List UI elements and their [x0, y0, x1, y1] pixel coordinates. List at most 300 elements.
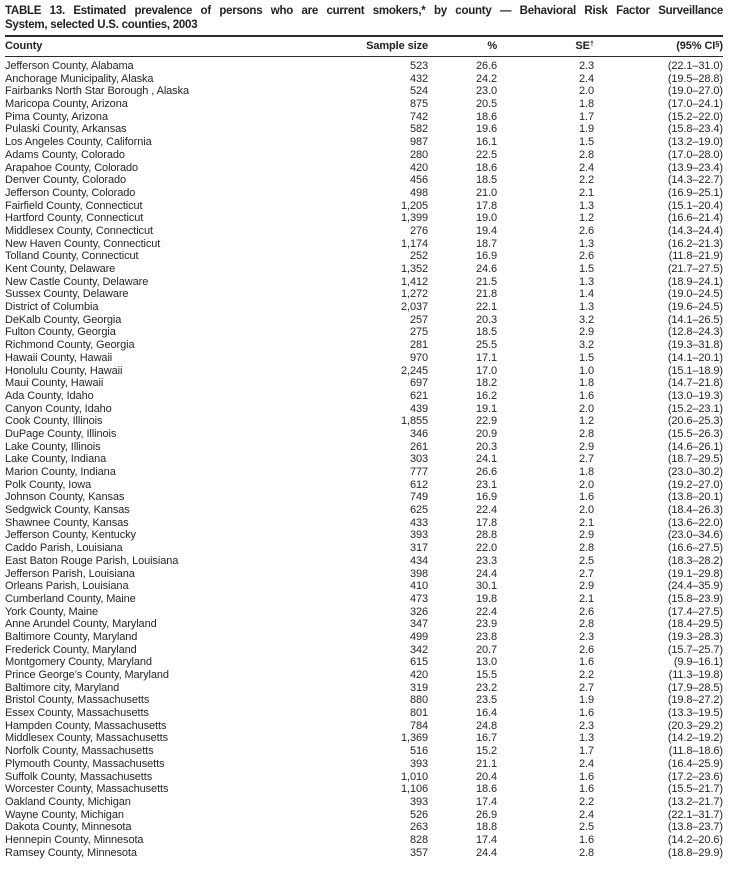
- county-cell: Baltimore city, Maryland: [5, 681, 120, 694]
- ci-cell: (15.2–22.0): [667, 110, 723, 123]
- table-row: [5, 745, 723, 758]
- county-cell: Shawnee County, Kansas: [5, 516, 129, 529]
- ci-cell: (13.0–19.3): [667, 389, 723, 402]
- percent-cell: 26.6: [475, 60, 497, 72]
- table-row: [5, 631, 723, 644]
- table-row: [5, 162, 723, 175]
- sample-size-cell: 261: [409, 440, 428, 453]
- se-cell: 1.3: [579, 237, 594, 250]
- percent-cell: 22.4: [475, 504, 497, 517]
- percent-cell: 22.4: [475, 605, 497, 618]
- sample-size-cell: 1,010: [400, 770, 428, 783]
- table-row: [5, 390, 723, 403]
- ci-cell: (13.3–19.5): [667, 707, 723, 720]
- se-cell: 1.9: [579, 123, 594, 136]
- table-row: [5, 796, 723, 809]
- percent-cell: 25.5: [475, 339, 497, 352]
- sample-size-cell: 621: [409, 389, 428, 402]
- table-row: [5, 517, 723, 530]
- se-cell: 2.8: [579, 427, 594, 440]
- county-cell: Essex County, Massachusetts: [5, 707, 149, 720]
- percent-cell: 23.8: [475, 630, 497, 643]
- se-cell: 1.6: [579, 770, 594, 783]
- se-cell: 2.6: [579, 250, 594, 263]
- se-cell: 2.2: [579, 669, 594, 681]
- percent-cell: 16.1: [475, 136, 497, 149]
- col-header-county-label: County: [5, 40, 43, 52]
- county-cell: Anne Arundel County, Maryland: [5, 618, 157, 631]
- se-cell: 2.3: [579, 60, 594, 72]
- se-cell: 2.7: [579, 567, 594, 580]
- county-cell: Denver County, Colorado: [5, 174, 127, 187]
- ci-cell: (19.1–29.8): [667, 567, 723, 580]
- percent-cell: 17.1: [475, 351, 497, 364]
- percent-cell: 21.5: [475, 275, 497, 288]
- ci-cell: (18.4–26.3): [667, 504, 723, 517]
- table-row: [5, 682, 723, 695]
- sample-size-cell: 749: [409, 491, 428, 504]
- county-cell: Ada County, Idaho: [5, 389, 94, 402]
- col-header-percent: [428, 36, 497, 57]
- se-cell: 2.1: [579, 516, 594, 529]
- county-cell: Maui County, Hawaii: [5, 377, 104, 390]
- se-cell: 2.6: [579, 643, 594, 656]
- se-cell: 2.6: [579, 605, 594, 618]
- county-cell: DuPage County, Illinois: [5, 427, 117, 440]
- se-cell: 1.5: [579, 351, 594, 364]
- ci-cell: (16.2–21.3): [667, 237, 723, 250]
- table-row: [5, 98, 723, 111]
- col-header-se-footnote-mark: †: [589, 39, 594, 48]
- table-row: [5, 771, 723, 784]
- percent-cell: 17.0: [475, 364, 497, 377]
- percent-cell: 23.3: [475, 554, 497, 567]
- ci-cell: (19.3–31.8): [667, 339, 723, 352]
- se-cell: 2.2: [579, 795, 594, 808]
- table-row: [5, 288, 723, 301]
- percent-cell: 16.9: [475, 250, 497, 263]
- sample-size-cell: 257: [409, 313, 428, 326]
- se-cell: 1.5: [579, 263, 594, 275]
- sample-size-cell: 828: [409, 833, 428, 846]
- sample-size-cell: 498: [409, 186, 428, 199]
- sample-size-cell: 524: [409, 85, 428, 98]
- ci-cell: (17.0–24.1): [667, 98, 723, 111]
- sample-size-cell: 880: [409, 694, 428, 707]
- table-row: [5, 85, 723, 98]
- table-row: [5, 403, 723, 416]
- sample-size-cell: 777: [409, 466, 428, 478]
- county-cell: Hennepin County, Minnesota: [5, 833, 144, 846]
- se-cell: 1.7: [579, 745, 594, 758]
- sample-size-cell: 1,855: [400, 415, 428, 428]
- county-cell: York County, Maine: [5, 605, 98, 618]
- col-header-ci-footnote-mark: §: [715, 39, 720, 48]
- ci-cell: (13.2–21.7): [667, 795, 723, 808]
- table-row: [5, 352, 723, 365]
- se-cell: 2.4: [579, 757, 594, 770]
- sample-size-cell: 784: [409, 719, 428, 732]
- table-row: [5, 428, 723, 441]
- sample-size-cell: 526: [409, 808, 428, 821]
- se-cell: 1.8: [579, 466, 594, 478]
- se-cell: 2.8: [579, 618, 594, 631]
- table-body: [5, 57, 723, 860]
- table-row: [5, 809, 723, 822]
- sample-size-cell: 420: [409, 669, 428, 681]
- table-row: [5, 758, 723, 771]
- se-cell: 2.9: [579, 580, 594, 593]
- county-cell: Maricopa County, Arizona: [5, 98, 128, 111]
- se-cell: 1.5: [579, 136, 594, 149]
- se-cell: 1.6: [579, 707, 594, 720]
- sample-size-cell: 303: [409, 453, 428, 466]
- table-row: [5, 200, 723, 213]
- county-cell: Middlesex County, Connecticut: [5, 224, 153, 237]
- percent-cell: 23.0: [475, 85, 497, 98]
- sample-size-cell: 434: [409, 554, 428, 567]
- sample-size-cell: 473: [409, 592, 428, 605]
- county-cell: Frederick County, Maryland: [5, 643, 137, 656]
- ci-cell: (14.2–19.2): [667, 732, 723, 745]
- col-header-ci-label: (95% CI: [676, 40, 716, 52]
- se-cell: 3.2: [579, 313, 594, 326]
- percent-cell: 22.9: [475, 415, 497, 428]
- se-cell: 2.4: [579, 161, 594, 174]
- ci-cell: (23.0–34.6): [667, 529, 723, 542]
- sample-size-cell: 319: [409, 681, 428, 694]
- percent-cell: 19.1: [475, 402, 497, 415]
- sample-size-cell: 1,106: [400, 783, 428, 796]
- ci-cell: (18.8–29.9): [667, 846, 723, 859]
- table-row: [5, 326, 723, 339]
- percent-cell: 18.2: [475, 377, 497, 390]
- ci-cell: (15.1–18.9): [667, 364, 723, 377]
- ci-cell: (14.3–24.4): [667, 224, 723, 237]
- table-row: [5, 238, 723, 251]
- table-row: [5, 606, 723, 619]
- se-cell: 1.3: [579, 275, 594, 288]
- se-cell: 1.2: [579, 415, 594, 428]
- county-cell: Hampden County, Massachusetts: [5, 719, 167, 732]
- county-cell: District of Columbia: [5, 301, 99, 314]
- col-header-percent-label: %: [487, 40, 497, 52]
- county-cell: Middlesex County, Massachusetts: [5, 732, 168, 745]
- county-cell: Marion County, Indiana: [5, 466, 116, 478]
- table-row: [5, 694, 723, 707]
- table-header: [5, 36, 723, 57]
- table-row: [5, 568, 723, 581]
- ci-cell: (20.6–25.3): [667, 415, 723, 428]
- table-row: [5, 301, 723, 314]
- ci-cell: (14.2–20.6): [667, 833, 723, 846]
- ci-cell: (16.9–25.1): [667, 186, 723, 199]
- table-row: [5, 847, 723, 860]
- sample-size-cell: 326: [409, 605, 428, 618]
- se-cell: 1.9: [579, 694, 594, 707]
- ci-cell: (17.4–27.5): [667, 605, 723, 618]
- se-cell: 2.5: [579, 821, 594, 834]
- sample-size-cell: 970: [409, 351, 428, 364]
- percent-cell: 22.1: [475, 301, 497, 314]
- sample-size-cell: 987: [409, 136, 428, 149]
- sample-size-cell: 276: [409, 224, 428, 237]
- se-cell: 2.0: [579, 504, 594, 517]
- percent-cell: 15.2: [475, 745, 497, 758]
- ci-cell: (16.6–21.4): [667, 212, 723, 225]
- sample-size-cell: 2,037: [400, 301, 428, 314]
- ci-cell: (15.5–26.3): [667, 427, 723, 440]
- ci-cell: (22.1–31.0): [667, 60, 723, 72]
- ci-cell: (23.0–30.2): [667, 466, 723, 478]
- table-row: [5, 73, 723, 86]
- percent-cell: 23.1: [475, 478, 497, 491]
- sample-size-cell: 1,369: [400, 732, 428, 745]
- se-cell: 2.7: [579, 453, 594, 466]
- county-cell: Kent County, Delaware: [5, 263, 116, 275]
- ci-cell: (24.4–35.9): [667, 580, 723, 593]
- table-row: [5, 732, 723, 745]
- ci-cell: (17.0–28.0): [667, 148, 723, 161]
- ci-cell: (11.8–18.6): [668, 745, 723, 758]
- sample-size-cell: 263: [409, 821, 428, 834]
- ci-cell: (19.0–27.0): [667, 85, 723, 98]
- percent-cell: 24.2: [475, 72, 497, 85]
- sample-size-cell: 1,272: [400, 288, 428, 301]
- ci-cell: (11.3–19.8): [668, 669, 723, 681]
- se-cell: 2.4: [579, 808, 594, 821]
- se-cell: 2.2: [579, 174, 594, 187]
- county-cell: New Castle County, Delaware: [5, 275, 149, 288]
- sample-size-cell: 398: [409, 567, 428, 580]
- se-cell: 2.3: [579, 719, 594, 732]
- percent-cell: 18.6: [475, 783, 497, 796]
- sample-size-cell: 252: [409, 250, 428, 263]
- se-cell: 1.8: [579, 98, 594, 111]
- ci-cell: (19.5–28.8): [667, 72, 723, 85]
- ci-cell: (22.1–31.7): [667, 808, 723, 821]
- table-row: [5, 136, 723, 149]
- ci-cell: (13.8–20.1): [667, 491, 723, 504]
- percent-cell: 24.4: [475, 846, 497, 859]
- sample-size-cell: 410: [409, 580, 428, 593]
- table-row: [5, 504, 723, 517]
- sample-size-cell: 439: [409, 402, 428, 415]
- col-header-ci-suffix: ): [719, 40, 723, 52]
- ci-cell: (18.3–28.2): [667, 554, 723, 567]
- col-header-se: [497, 36, 594, 57]
- percent-cell: 17.8: [475, 516, 497, 529]
- percent-cell: 16.7: [475, 732, 497, 745]
- se-cell: 1.3: [579, 301, 594, 314]
- table-header-row: [5, 36, 723, 57]
- percent-cell: 18.5: [475, 174, 497, 187]
- table-row: [5, 618, 723, 631]
- se-cell: 2.8: [579, 846, 594, 859]
- table-row: [5, 669, 723, 682]
- sample-size-cell: 697: [409, 377, 428, 390]
- county-cell: Fulton County, Georgia: [5, 326, 116, 339]
- se-cell: 1.6: [579, 491, 594, 504]
- table-row: [5, 479, 723, 492]
- sample-size-cell: 516: [409, 745, 428, 758]
- county-cell: Jefferson County, Alabama: [5, 60, 134, 72]
- percent-cell: 24.8: [475, 719, 497, 732]
- ci-cell: (16.6–27.5): [667, 542, 723, 555]
- percent-cell: 20.7: [475, 643, 497, 656]
- county-cell: Plymouth County, Massachusetts: [5, 757, 165, 770]
- ci-cell: (19.6–24.5): [667, 301, 723, 314]
- percent-cell: 20.4: [475, 770, 497, 783]
- se-cell: 2.5: [579, 554, 594, 567]
- county-cell: Prince George’s County, Maryland: [5, 669, 169, 681]
- county-cell: Arapahoe County, Colorado: [5, 161, 139, 174]
- sample-size-cell: 393: [409, 757, 428, 770]
- sample-size-cell: 393: [409, 529, 428, 542]
- ci-cell: (18.7–29.5): [667, 453, 723, 466]
- county-cell: Fairbanks North Star Borough , Alaska: [5, 85, 190, 98]
- ci-cell: (12.8–24.3): [667, 326, 723, 339]
- sample-size-cell: 420: [409, 161, 428, 174]
- sample-size-cell: 433: [409, 516, 428, 529]
- se-cell: 2.4: [579, 72, 594, 85]
- ci-cell: (15.8–23.4): [667, 123, 723, 136]
- percent-cell: 18.6: [475, 110, 497, 123]
- se-cell: 1.6: [579, 656, 594, 669]
- county-cell: Sedgwick County, Kansas: [5, 504, 130, 517]
- sample-size-cell: 357: [409, 846, 428, 859]
- ci-cell: (15.7–25.7): [667, 643, 723, 656]
- col-header-county: [5, 36, 347, 57]
- ci-cell: (17.2–23.6): [667, 770, 723, 783]
- se-cell: 2.8: [579, 542, 594, 555]
- table-row: [5, 707, 723, 720]
- ci-cell: (18.4–29.5): [667, 618, 723, 631]
- ci-cell: (20.3–29.2): [667, 719, 723, 732]
- ci-cell: (19.8–27.2): [667, 694, 723, 707]
- se-cell: 2.9: [579, 440, 594, 453]
- sample-size-cell: 612: [409, 478, 428, 491]
- county-cell: Baltimore County, Maryland: [5, 630, 138, 643]
- table-row: [5, 580, 723, 593]
- sample-size-cell: 2,245: [400, 364, 428, 377]
- percent-cell: 21.1: [475, 757, 497, 770]
- county-cell: Lake County, Illinois: [5, 440, 101, 453]
- se-cell: 1.6: [579, 389, 594, 402]
- table-row: [5, 593, 723, 606]
- se-cell: 2.9: [579, 529, 594, 542]
- county-cell: Los Angeles County, California: [5, 136, 152, 149]
- ci-cell: (14.1–20.1): [667, 351, 723, 364]
- ci-cell: (18.9–24.1): [667, 275, 723, 288]
- ci-cell: (21.7–27.5): [667, 263, 723, 275]
- county-cell: Ramsey County, Minnesota: [5, 846, 137, 859]
- ci-cell: (14.1–26.5): [667, 313, 723, 326]
- sample-size-cell: 499: [409, 630, 428, 643]
- sample-size-cell: 1,205: [400, 199, 428, 212]
- county-cell: Hartford County, Connecticut: [5, 212, 144, 225]
- sample-size-cell: 280: [409, 148, 428, 161]
- percent-cell: 20.5: [475, 98, 497, 111]
- county-cell: Suffolk County, Massachusetts: [5, 770, 153, 783]
- sample-size-cell: 342: [409, 643, 428, 656]
- se-cell: 2.0: [579, 478, 594, 491]
- sample-size-cell: 615: [409, 656, 428, 669]
- se-cell: 1.4: [579, 288, 594, 301]
- table-row: [5, 453, 723, 466]
- sample-size-cell: 346: [409, 427, 428, 440]
- table-row: [5, 57, 723, 73]
- percent-cell: 26.9: [475, 808, 497, 821]
- county-cell: Oakland County, Michigan: [5, 795, 131, 808]
- county-cell: Jefferson Parish, Louisiana: [5, 567, 135, 580]
- percent-cell: 17.4: [475, 795, 497, 808]
- county-cell: Norfolk County, Massachusetts: [5, 745, 154, 758]
- sample-size-cell: 393: [409, 795, 428, 808]
- county-cell: Cumberland County, Maine: [5, 592, 136, 605]
- ci-cell: (13.2–19.0): [667, 136, 723, 149]
- county-cell: Pulaski County, Arkansas: [5, 123, 127, 136]
- ci-cell: (19.3–28.3): [667, 630, 723, 643]
- percent-cell: 16.2: [475, 389, 497, 402]
- se-cell: 2.1: [579, 186, 594, 199]
- table-row: [5, 834, 723, 847]
- table-row: [5, 491, 723, 504]
- percent-cell: 20.9: [475, 427, 497, 440]
- se-cell: 1.7: [579, 110, 594, 123]
- ci-cell: (13.9–23.4): [667, 161, 723, 174]
- table-row: [5, 276, 723, 289]
- county-cell: Pima County, Arizona: [5, 110, 108, 123]
- se-cell: 1.3: [579, 199, 594, 212]
- table-row: [5, 365, 723, 378]
- table-row: [5, 542, 723, 555]
- ci-cell: (14.6–26.1): [667, 440, 723, 453]
- sample-size-cell: 456: [409, 174, 428, 187]
- percent-cell: 24.4: [475, 567, 497, 580]
- percent-cell: 28.8: [475, 529, 497, 542]
- county-cell: East Baton Rouge Parish, Louisiana: [5, 554, 179, 567]
- percent-cell: 22.0: [475, 542, 497, 555]
- sample-size-cell: 1,174: [400, 237, 428, 250]
- table-row: [5, 644, 723, 657]
- percent-cell: 22.5: [475, 148, 497, 161]
- county-cell: Adams County, Colorado: [5, 148, 125, 161]
- county-cell: Worcester County, Massachusetts: [5, 783, 169, 796]
- table-row: [5, 225, 723, 238]
- table-row: [5, 821, 723, 834]
- table-row: [5, 263, 723, 276]
- percent-cell: 26.6: [475, 466, 497, 478]
- county-cell: Caddo Parish, Louisiana: [5, 542, 123, 555]
- percent-cell: 18.6: [475, 161, 497, 174]
- se-cell: 2.1: [579, 592, 594, 605]
- sample-size-cell: 625: [409, 504, 428, 517]
- col-header-sample-size: [347, 36, 428, 57]
- percent-cell: 20.3: [475, 313, 497, 326]
- ci-cell: (19.2–27.0): [667, 478, 723, 491]
- percent-cell: 19.6: [475, 123, 497, 136]
- table-row: [5, 415, 723, 428]
- sample-size-cell: 281: [409, 339, 428, 352]
- percent-cell: 19.0: [475, 212, 497, 225]
- percent-cell: 21.0: [475, 186, 497, 199]
- se-cell: 1.0: [579, 364, 594, 377]
- table-row: [5, 123, 723, 136]
- county-cell: Polk County, Iowa: [5, 478, 92, 491]
- page-title: [5, 5, 723, 32]
- page-title-line-2: System, selected U.S. counties, 2003: [5, 18, 198, 31]
